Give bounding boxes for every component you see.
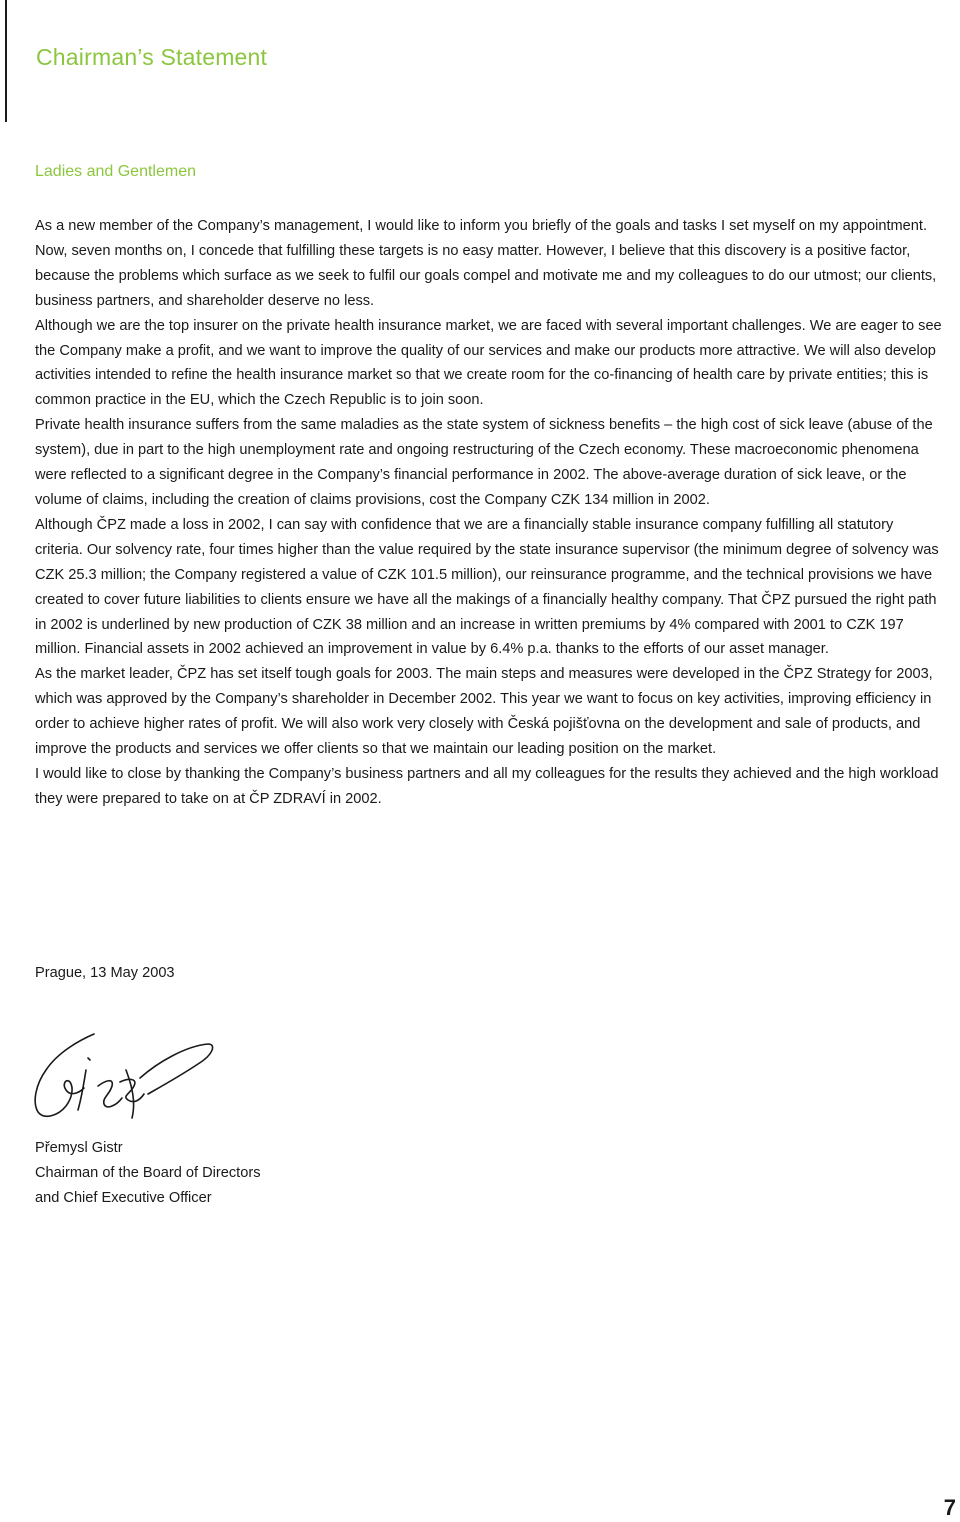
paragraph: As a new member of the Company’s management, I would like to inform you briefly of the goals and tasks I set myself on my appointment. Now, seven months on, I concede that fulfilling these targets is no easy matter. However, I believe that this discovery is a positive factor, because the problems which surface as we seek to fulfil our goals compel and motivate me and my colleagues to do our utmost; our clients, business partners, and shareholder deserve no less.	[35, 218, 937, 309]
signatory-title: Chairman of the Board of Directors	[35, 1164, 261, 1181]
paragraph: Although we are the top insurer on the private health insurance market, we are faced with several important challenges. We are eager to see the Company make a profit, and we want to improve the quality of our services and make our products more attractive. We will also develop activities intended to refine the health insurance market so that we create room for the co-financing of health care by private entities; this is common practice in the EU, which the Czech Republic is to join soon.	[35, 317, 942, 409]
letter-body	[35, 214, 945, 812]
handwritten-signature-icon	[28, 1026, 218, 1126]
signatory-title: and Chief Executive Officer	[35, 1189, 212, 1206]
page-title: Chairman’s Statement	[36, 44, 268, 70]
signatory-block	[35, 1136, 261, 1211]
paragraph: Private health insurance suffers from the same maladies as the state system of sickness benefits – the high cost of sick leave (abuse of the system), due in part to the high unemployment rate and ongoing restructuring of the Czech economy. These macroeconomic phenomena were reflected to a significant degree in the Company’s financial performance in 2002. The above-average duration of sick leave, or the volume of claims, including the creation of claims provisions, cost the Company CZK 134 million in 2002.	[35, 417, 933, 508]
paragraph: I would like to close by thanking the Company’s business partners and all my colleagues for the results they achieved and the high workload they were prepared to take on at ČP ZDRAVÍ in 2002.	[35, 765, 939, 807]
place-and-date: Prague, 13 May 2003	[35, 965, 175, 981]
margin-rule	[5, 0, 7, 122]
paragraph: Although ČPZ made a loss in 2002, I can say with confidence that we are a financially stable insurance company fulfilling all statutory criteria. Our solvency rate, four times higher than the value required by the state insurance supervisor (the minimum degree of solvency was CZK 25.3 million; the Company registered a value of CZK 101.5 million), our reinsurance programme, and the technical provisions we have created to cover future liabilities to clients ensure we have all the makings of a financially healthy company. That ČPZ pursued the right path in 2002 is underlined by new production of CZK 38 million and an increase in written premiums by 4% compared with 2001 to CZK 197 million. Financial assets in 2002 achieved an improvement in value by 6.4% p.a. thanks to the efforts of our asset manager.	[35, 516, 939, 658]
page-number: 7	[943, 1495, 956, 1520]
paragraph: As the market leader, ČPZ has set itself tough goals for 2003. The main steps and measures were developed in the ČPZ Strategy for 2003, which was approved by the Company’s shareholder in December 2002. This year we want to focus on key activities, improving efficiency in order to achieve higher rates of profit. We will also work very closely with Česká pojišťovna on the development and sale of products, and improve the products and services we offer clients so that we maintain our leading position on the market.	[35, 666, 933, 758]
salutation: Ladies and Gentlemen	[35, 163, 196, 180]
signatory-name: Přemysl Gistr	[35, 1140, 123, 1156]
